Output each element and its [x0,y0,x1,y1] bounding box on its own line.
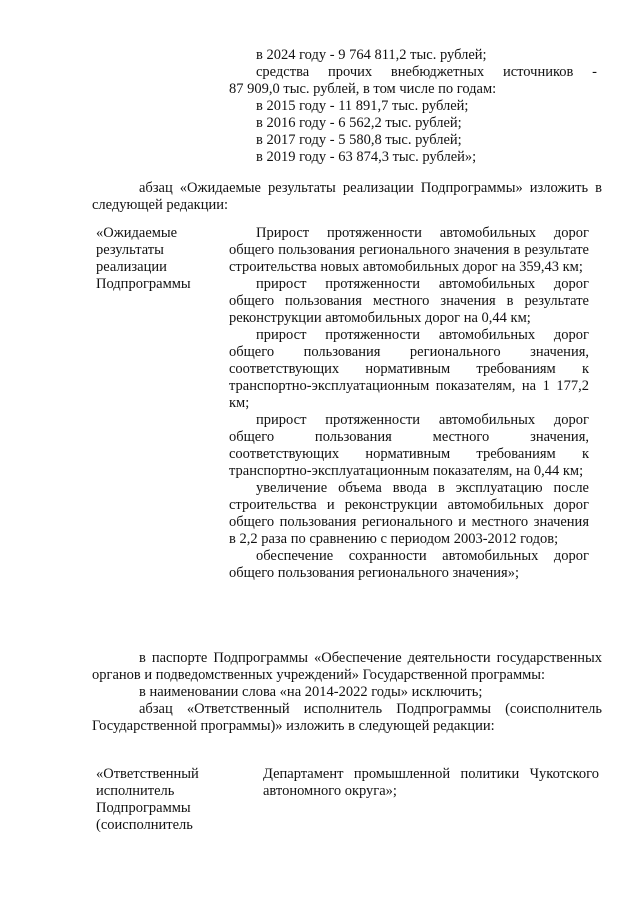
funding-line-2024: в 2024 году - 9 764 811,2 тыс. рублей; [256,47,487,63]
table-1-content [229,225,589,582]
table-2-label: «Ответственный исполнитель Подпрограммы (соисполнитель [96,766,199,833]
instructions-block [92,650,602,735]
funding-line-2019: в 2019 году - 63 874,3 тыс. рублей»; [256,149,477,165]
funding-line-2016: в 2016 году - 6 562,2 тыс. рублей; [256,115,462,131]
funding-line-2015: в 2015 году - 11 891,7 тыс. рублей; [256,98,469,114]
result-item: Прирост протяженности автомобильных дорог общего пользования регионального значения в результате строительства новых автомобильных дорог на 359,43 км; [229,225,589,275]
result-item: обеспечение сохранности автомобильных дорог общего пользования регионального значения»; [229,548,589,581]
result-item: увеличение объема ввода в эксплуатацию после строительства и реконструкции автомобильных дорог общего пользования регионального и местного значения в 2,2 раза по сравнению с периодом 2003-2012 годов; [229,480,589,547]
instruction-expected-results: абзац «Ожидаемые результаты реализации Подпрограммы» изложить в следующей редакции: [92,180,602,213]
instruction-responsible-executor: абзац «Ответственный исполнитель Подпрограммы (соисполнитель Государственной программы)» изложить в следующей редакции: [92,701,602,734]
funding-other-sources-continuation: 87 909,0 тыс. рублей, в том числе по годам: [229,81,497,97]
instruction-name-exclusion: в наименовании слова «на 2014-2022 годы» исключить; [139,684,483,700]
instruction-passport: в паспорте Подпрограммы «Обеспечение деятельности государственных органов и подведомственных учреждений» Государственной программы: [92,650,602,683]
table-2-value: Департамент промышленной политики Чукотского автономного округа»; [263,766,599,799]
result-item: прирост протяженности автомобильных дорог общего пользования регионального значения, соответствующих нормативным требованиям к транспортно-эксплуатационным показателям, на 1 177,2 км; [229,327,589,411]
funding-other-sources-line: средства прочих внебюджетных источников - [256,64,597,80]
funding-block [229,47,597,166]
result-item: прирост протяженности автомобильных дорог общего пользования местного значения, соответствующих нормативным требованиям к транспортно-эксплуатационным показателям, на 0,44 км; [229,412,589,479]
table-1-label: «Ожидаемые результаты реализации Подпрограммы [96,225,191,292]
result-item: прирост протяженности автомобильных дорог общего пользования местного значения в результате реконструкции автомобильных дорог на 0,44 км; [229,276,589,326]
funding-line-2017: в 2017 году - 5 580,8 тыс. рублей; [256,132,462,148]
